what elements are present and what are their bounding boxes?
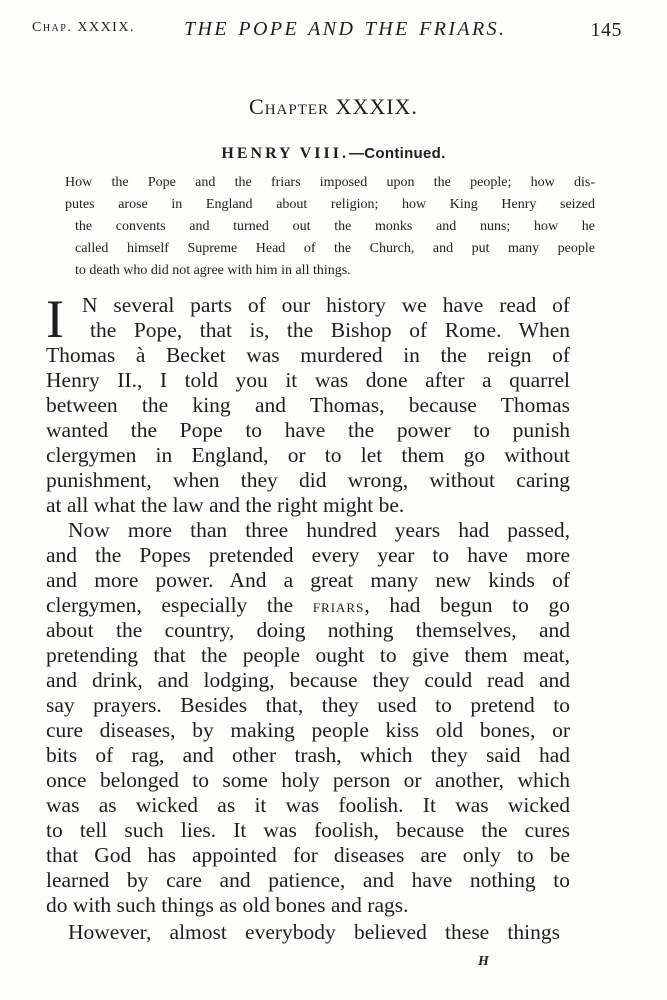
paragraph-2-line: Now more than three hundred years had passed, <box>68 518 570 542</box>
signature-mark: H <box>478 954 489 969</box>
paragraph-2-line: cure diseases, by making people kiss old bones, or <box>46 718 570 742</box>
paragraph-1-line: between the king and Thomas, because Thomas <box>46 393 570 417</box>
paragraph-2-line: was as wicked as it was foolish. It was wicked <box>46 793 570 817</box>
summary-line: to death who did not agree with him in all things. <box>75 263 351 278</box>
running-head-chapter: Chap. XXXIX. <box>32 20 135 35</box>
drop-cap: I <box>46 289 64 349</box>
running-head <box>32 17 622 47</box>
summary-line: putes arose in England about religion; how King Henry seized <box>65 197 595 212</box>
paragraph-2-line: pretending that the people ought to give them meat, <box>46 643 570 667</box>
paragraph-1-line: clergymen in England, or to let them go without <box>46 443 570 467</box>
paragraph-2-line4-before: clergymen, especially the <box>46 593 294 617</box>
paragraph-1-line: punishment, when they did wrong, without caring <box>46 468 570 492</box>
paragraph-1-line: Henry II., I told you it was done after a quarrel <box>46 368 570 392</box>
paragraph-2-line: to tell such lies. It was foolish, because the cures <box>46 818 570 842</box>
paragraph-1-line: N several parts of our history we have read of <box>82 293 570 317</box>
summary-line: How the Pope and the friars imposed upon the people; how dis- <box>65 175 595 190</box>
page-number: 145 <box>590 19 622 41</box>
summary-line: called himself Supreme Head of the Church, and put many people <box>75 241 595 256</box>
paragraph-2-line: say prayers. Besides that, they used to pretend to <box>46 693 570 717</box>
paragraph-2-line: learned by care and patience, and have nothing to <box>46 868 570 892</box>
paragraph-1-line: wanted the Pope to have the power to punish <box>46 418 570 442</box>
paragraph-2-line: that God has appointed for diseases are only to be <box>46 843 570 867</box>
running-head-title: THE POPE AND THE FRIARS. <box>184 18 507 40</box>
paragraph-2-line: once belonged to some holy person or another, which <box>46 768 570 792</box>
chapter-subheading <box>0 145 667 163</box>
paragraph-2-line: about the country, doing nothing themselves, and <box>46 618 570 642</box>
small-caps-friars: friars <box>312 596 365 617</box>
paragraph-2-line4-after: , had begun to go <box>364 593 571 617</box>
subheading-continued: —Continued. <box>348 145 446 162</box>
summary-line: the convents and turned out the monks and nuns; how he <box>75 219 595 234</box>
paragraph-2-line: and the Popes pretended every year to have more <box>46 543 570 567</box>
subheading-king: HENRY VIII. <box>221 145 349 162</box>
chapter-heading: Chapter XXXIX. <box>249 94 418 119</box>
paragraph-1-line: the Pope, that is, the Bishop of Rome. When <box>90 318 570 342</box>
paragraph-2-line: and more power. And a great many new kinds of <box>46 568 570 592</box>
paragraph-1-line: at all what the law and the right might be. <box>46 493 405 517</box>
paragraph-3-line: However, almost everybody believed these things <box>68 920 560 944</box>
paragraph-2-line: bits of rag, and other trash, which they said had <box>46 743 570 767</box>
paragraph-2-line: and drink, and lodging, because they could read and <box>46 668 570 692</box>
paragraph-1-line: Thomas à Becket was murdered in the reign of <box>46 343 570 367</box>
paragraph-2-line: do with such things as old bones and rags. <box>46 893 409 917</box>
